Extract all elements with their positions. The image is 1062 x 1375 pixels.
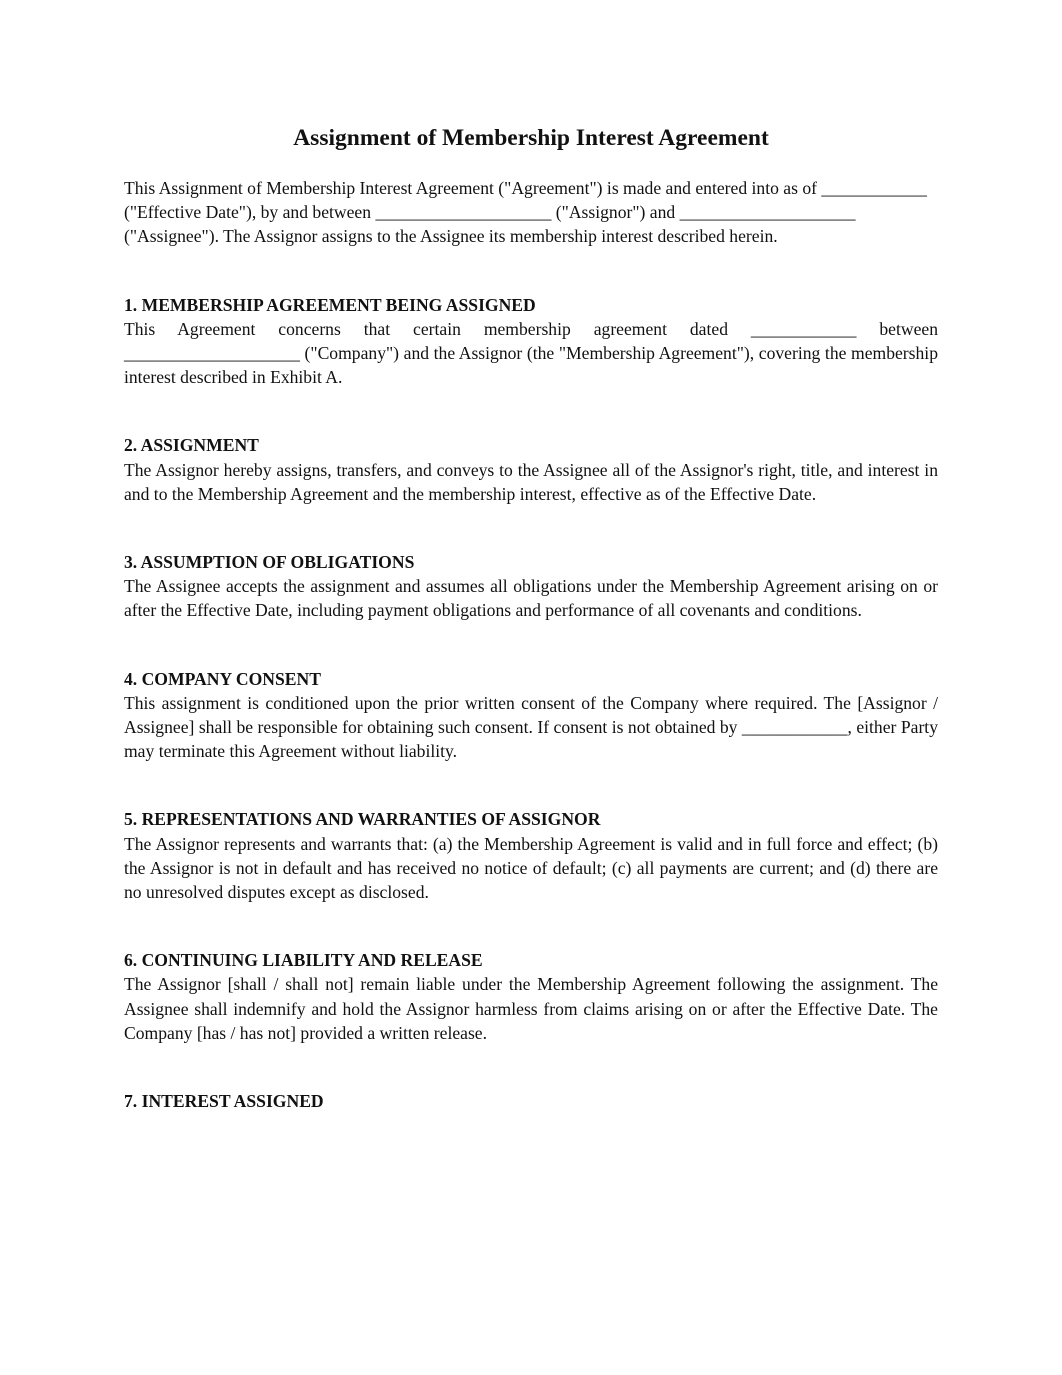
section-body: This assignment is conditioned upon the prior written consent of the Company where required. The [Assignor / Assignee] shall be responsible for obtaining such consent. If consent is not obtained by ____________, either Party may terminate this Agreement without liability.: [124, 692, 938, 762]
intro-paragraph: This Assignment of Membership Interest Agreement ("Agreement") is made and entered into as of ____________ ("Effective Date"), by and between ____________________ ("Assignor") and ____________________ ("Assignee"). The Assignor assigns to the Assignee its membership interest described herein.: [124, 178, 927, 247]
section-assumption-of-obligations: [124, 550, 938, 623]
document-content: [124, 122, 938, 1113]
section-body: The Assignor hereby assigns, transfers, and conveys to the Assignee all of the Assignor's right, title, and interest in and to the Membership Agreement and the membership interest, effective as of the Effective Date.: [124, 459, 938, 504]
section-heading: 3. ASSUMPTION OF OBLIGATIONS: [124, 552, 415, 573]
section-membership-agreement: [124, 293, 938, 390]
section-heading: 5. REPRESENTATIONS AND WARRANTIES OF ASSIGNOR: [124, 809, 601, 830]
section-heading: 1. MEMBERSHIP AGREEMENT BEING ASSIGNED: [124, 294, 536, 315]
section-company-consent: [124, 667, 938, 764]
section-body: The Assignee accepts the assignment and assumes all obligations under the Membership Agreement arising on or after the Effective Date, including payment obligations and performance of all covenants and conditions.: [124, 576, 938, 621]
section-representations-warranties: [124, 807, 938, 904]
section-interest-assigned: [124, 1089, 938, 1113]
section-heading: 2. ASSIGNMENT: [124, 435, 259, 456]
section-body: The Assignor represents and warrants that: (a) the Membership Agreement is valid and in full force and effect; (b) the Assignor is not in default and has received no notice of default; (c) all payments are current; and (d) there are no unresolved disputes except as disclosed.: [124, 833, 938, 903]
section-continuing-liability: [124, 948, 938, 1045]
section-body: The Assignor [shall / shall not] remain liable under the Membership Agreement following the assignment. The Assignee shall indemnify and hold the Assignor harmless from claims arising on or after the Effective Date. The Company [has / has not] provided a written release.: [124, 974, 938, 1043]
document-title: Assignment of Membership Interest Agreement: [293, 125, 769, 151]
section-assignment: [124, 433, 938, 506]
section-heading: 6. CONTINUING LIABILITY AND RELEASE: [124, 950, 483, 971]
section-heading: 4. COMPANY CONSENT: [124, 668, 321, 689]
section-heading: 7. INTEREST ASSIGNED: [124, 1091, 324, 1112]
section-body: This Agreement concerns that certain membership agreement dated ____________ between ____________________ ("Company") and the Assignor (the "Membership Agreement"), covering the membership interest described in Exhibit A.: [124, 318, 938, 388]
